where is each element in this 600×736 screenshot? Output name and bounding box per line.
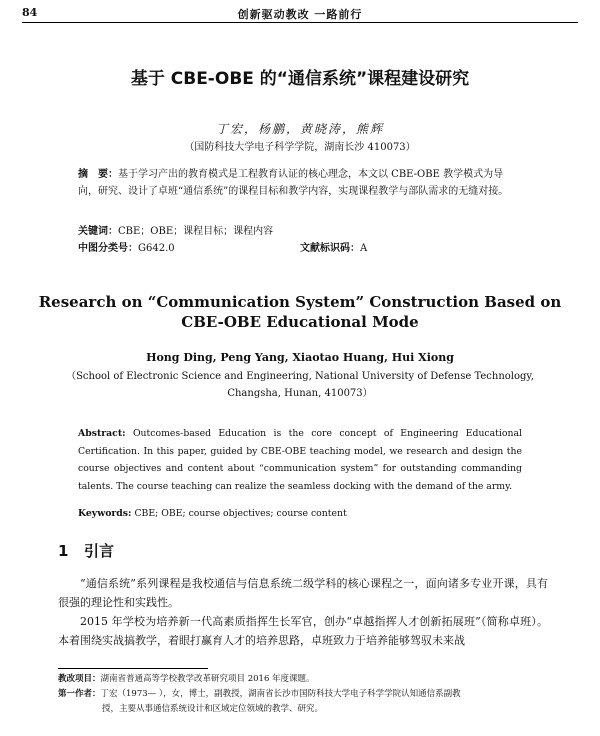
running-header bbox=[22, 4, 578, 22]
author-footnote-continued: 授，主要从事通信系统设计和区域定位领域的教学、研究。 bbox=[102, 704, 324, 714]
chinese-keywords bbox=[78, 222, 522, 237]
document-code bbox=[300, 239, 367, 254]
english-title-line2: CBE-OBE Educational Mode bbox=[181, 313, 419, 331]
classification-row bbox=[78, 239, 522, 253]
chinese-keywords-label: 关键词： bbox=[78, 226, 118, 237]
page-number: 84 bbox=[22, 6, 38, 19]
class-number-label: 中图分类号： bbox=[78, 243, 138, 254]
english-keywords-label: Keywords: bbox=[78, 508, 132, 519]
english-title-line1: Research on “Communication System” Construction Based on bbox=[38, 293, 562, 311]
section-title: 引言 bbox=[84, 542, 115, 560]
english-affiliation-line1: （School of Electronic Science and Engineering, National University of Defense Technology, bbox=[66, 371, 534, 382]
english-abstract-label: Abstract: bbox=[78, 428, 126, 439]
english-title bbox=[0, 292, 600, 332]
journal-name: 创新驱动教改 一路前行 bbox=[237, 8, 363, 21]
english-authors: Hong Ding, Peng Yang, Xiaotao Huang, Hui Xiong bbox=[146, 351, 454, 364]
chinese-affiliation: （国防科技大学电子科学学院，湖南长沙 410073） bbox=[184, 142, 416, 153]
chinese-abstract bbox=[78, 166, 522, 200]
footnote-rule bbox=[58, 668, 208, 669]
english-affiliation bbox=[0, 368, 600, 402]
funding-footnote bbox=[58, 672, 548, 687]
body-paragraph: “通信系统”系列课程是我校通信与信息系统二级学科的核心课程之一，面向诸多专业开课，具有很强的理论性和实践性。 bbox=[58, 577, 548, 609]
header-rule bbox=[22, 22, 578, 23]
author-text-line1: 丁宏（1973— ），女，博士，副教授，湖南省长沙市国防科技大学电子科学学院认知通信系副教 bbox=[100, 689, 461, 699]
chinese-abstract-label: 摘 要： bbox=[78, 169, 118, 180]
chinese-title: 基于 CBE-OBE 的“通信系统”课程建设研究 bbox=[130, 69, 470, 89]
funding-label: 教改项目： bbox=[58, 674, 101, 684]
footnotes bbox=[58, 672, 548, 717]
author-label: 第一作者： bbox=[58, 689, 101, 699]
chinese-keywords-text: CBE；OBE；课程目标；课程内容 bbox=[118, 226, 274, 237]
english-abstract bbox=[78, 425, 522, 495]
document-code-label: 文献标识码： bbox=[300, 243, 360, 254]
section-number: 1 bbox=[58, 542, 69, 560]
english-keywords-text: CBE; OBE; course objectives; course content bbox=[134, 508, 347, 519]
author-footnote bbox=[58, 687, 548, 702]
body-paragraph: 2015 年学校为培养新一代高素质指挥生长军官，创办“卓越指挥人才创新拓展班”（简称卓班）。本着围绕实战搞教学，着眼打赢育人才的培养思路，卓班致力于培养能够驾驭未来战 bbox=[58, 615, 548, 647]
english-abstract-text: Outcomes-based Education is the core concept of Engineering Educational Certification. In this paper, guided by CBE-OBE teaching model, we research and design the course objectives and content about “communication system” for outstanding commanding talents. The course teaching can realize the seamless docking with the demand of the army. bbox=[78, 428, 522, 492]
class-number-value: G642.0 bbox=[138, 243, 175, 254]
section-heading bbox=[58, 540, 114, 561]
document-code-value: A bbox=[360, 243, 368, 254]
english-affiliation-line2: Changsha, Hunan, 410073） bbox=[227, 388, 373, 399]
body-text bbox=[58, 574, 548, 650]
english-keywords bbox=[78, 508, 522, 519]
chinese-abstract-text: 基于学习产出的教育模式是工程教育认证的核心理念，本文以 CBE-OBE 教学模式为导向，研究、设计了卓班“通信系统”的课程目标和教学内容，实现课程教学与部队需求的无缝对接。 bbox=[78, 169, 509, 197]
funding-text: 湖南省普通高等学校教学改革研究项目 2016 年度课题。 bbox=[100, 674, 315, 684]
chinese-authors: 丁宏，杨鹏，黄晓涛，熊辉 bbox=[215, 122, 384, 136]
